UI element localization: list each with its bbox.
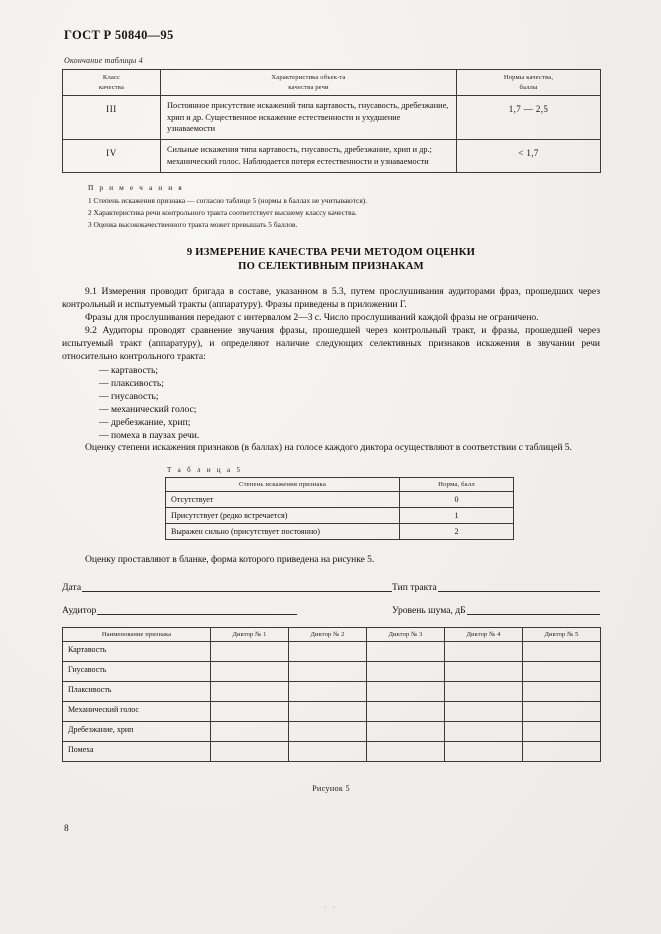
table4-header-class-line1: Класс [102,74,121,81]
table6-cell-score[interactable] [289,662,367,682]
table6-cell-feature: Гнусавость [63,662,211,682]
table-row [166,524,514,540]
table6-cell-score[interactable] [367,662,445,682]
table6-cell-score[interactable] [211,662,289,682]
table6-cell-score[interactable] [523,742,601,762]
table6-cell-score[interactable] [523,662,601,682]
table6-cell-feature: Дребезжание, хрип [63,722,211,742]
table4-cell-norm: < 1,7 [457,140,601,173]
form-row-2 [62,604,600,616]
table4-cell-norm: 1,7 — 2,5 [457,96,601,140]
paragraph-9-1: 9.1 Измерения проводит бригада в составе, указанном в 5.3, путем прослушивания аудиторами фраз, прошедших через контрольный и испытуемый тракты (аппаратуру). Фразы приведены в приложении Г. [62,286,600,311]
table-row [166,492,514,508]
auditor-input[interactable] [97,604,297,615]
table4-continuation-label: Окончание таблицы 4 [64,56,143,65]
table6-cell-feature: Плаксивость [63,682,211,702]
table-row [63,722,601,742]
table6-cell-score[interactable] [445,642,523,662]
table6-cell-feature: Помеха [63,742,211,762]
table4-header-characteristic-line1: Характеристика объек-та [271,74,346,81]
table5-header-score: Норма, балл [400,478,514,492]
table4-header-norm [457,70,601,96]
table6-cell-score[interactable] [445,682,523,702]
table5-cell-score: 0 [400,492,514,508]
table6-cell-score[interactable] [523,642,601,662]
table6-cell-score[interactable] [289,742,367,762]
table4-cell-class: IV [63,140,161,173]
evaluation-form-header [62,581,600,616]
date-label: Дата [62,582,82,594]
table5-cell-degree: Отсутствует [166,492,400,508]
note-item: 3 Оценка высококачественного тракта может превышать 5 баллов. [88,220,298,230]
table-distortion-degree [165,477,514,540]
table5-header-row [166,478,514,492]
table6-cell-score[interactable] [445,702,523,722]
table4-cell-description: Постоянное присутствие искажений типа картавость, гнусавость, дребезжание, хрип и др. Существенное искажение естественности и ухудшение узнаваемости [161,96,457,140]
table5-cell-score: 1 [400,508,514,524]
list-item: — гнусавость; [99,390,159,402]
paragraph-form: Оценку проставляют в бланке, форма которого приведена на рисунке 5. [85,554,375,566]
table-speaker-scores [62,627,601,762]
table5-label: Т а б л и ц а 5 [167,466,243,475]
table-row [63,662,601,682]
date-field-group [62,581,392,593]
notes-block [88,182,600,231]
noise-level-label: Уровень шума, дБ [392,605,466,617]
table6-cell-feature: Картавость [63,642,211,662]
table6-header-speaker-2: Диктор № 2 [289,628,367,642]
table-row [166,508,514,524]
table6-header-feature: Наименование признака [63,628,211,642]
list-item: — картавость; [99,364,158,376]
page-number: 8 [64,824,69,834]
footer-marks: · · [323,903,338,912]
table6-cell-score[interactable] [523,682,601,702]
table4-header-characteristic-line2: качества речи [288,83,329,91]
table4-cell-description: Сильные искажения типа картавость, гнусавость, дребезжание, хрип и др.; механический голос. Наблюдается потеря естественности и узнаваемости [161,140,457,173]
list-item: — дребезжание, хрип; [99,417,191,429]
table6-cell-score[interactable] [289,682,367,702]
section-heading-line2: ПО СЕЛЕКТИВНЫМ ПРИЗНАКАМ [238,261,424,273]
note-item: 2 Характеристика речи контрольного тракта соответствует высшему классу качества. [88,208,357,218]
noise-level-input[interactable] [467,604,600,615]
auditor-label: Аудитор [62,605,97,617]
path-type-label: Тип тракта [392,582,437,594]
table6-block [62,627,600,762]
table5-cell-score: 2 [400,524,514,540]
table6-header-speaker-3: Диктор № 3 [367,628,445,642]
notes-title: П р и м е ч а н и я [88,183,184,193]
auditor-field-group [62,604,392,616]
table6-cell-score[interactable] [367,682,445,702]
table5-cell-degree: Выражен сильно (присутствует постоянно) [166,524,400,540]
table4-header-characteristic [161,70,457,96]
table6-header-speaker-5: Диктор № 5 [523,628,601,642]
table4-header-class [63,70,161,96]
table4-cell-class: III [63,96,161,140]
note-item: 1 Степень искажения признака — согласно таблице 5 (нормы в баллах не учитываются). [88,196,368,206]
table6-cell-score[interactable] [367,702,445,722]
table6-cell-score[interactable] [211,702,289,722]
table-row [63,140,601,173]
table6-cell-score[interactable] [445,742,523,762]
table5-cell-degree: Присутствует (редко встречается) [166,508,400,524]
paragraph-degree: Оценку степени искажения признаков (в баллах) на голосе каждого диктора осуществляют в соответствии с таблицей 5. [85,442,572,454]
table4-header-class-line2: качества [98,83,125,91]
list-item: — помеха в паузах речи. [99,430,200,442]
table6-header-speaker-4: Диктор № 4 [445,628,523,642]
standard-number: ГОСТ Р 50840—95 [64,28,174,42]
table-quality-classes [62,69,601,173]
table4-header-norm-line1: Нормы качества, [503,74,554,81]
table6-cell-score[interactable] [445,722,523,742]
table6-cell-score[interactable] [289,702,367,722]
table-row [63,642,601,662]
table6-cell-score[interactable] [211,742,289,762]
table4-header-row [63,70,601,96]
selective-features-list [62,364,600,443]
table6-cell-score[interactable] [289,642,367,662]
table-row [63,682,601,702]
form-row-1 [62,581,600,593]
table6-cell-score[interactable] [445,662,523,682]
page-content [62,28,600,793]
table4-header-norm-line2: баллы [519,83,538,91]
table6-cell-score[interactable] [211,682,289,702]
table-row [63,96,601,140]
table-row [63,742,601,762]
table6-cell-score[interactable] [367,642,445,662]
table6-cell-score[interactable] [367,742,445,762]
figure-caption: Рисунок 5 [312,784,350,794]
section-heading-line1: 9 ИЗМЕРЕНИЕ КАЧЕСТВА РЕЧИ МЕТОДОМ ОЦЕНКИ [186,247,476,259]
list-item: — плаксивость; [99,377,164,389]
table-row [63,702,601,722]
list-item: — механический голос; [99,403,197,415]
noise-level-field-group [392,604,600,616]
table5-header-degree: Степень искажения признака [166,478,400,492]
table6-cell-feature: Механический голос [63,702,211,722]
path-type-input[interactable] [438,581,600,592]
table6-cell-score[interactable] [289,722,367,742]
table6-cell-score[interactable] [523,722,601,742]
table6-header-row [63,628,601,642]
path-type-field-group [392,581,600,593]
table6-cell-score[interactable] [523,702,601,722]
table5-block [165,466,513,540]
section-heading [74,246,588,274]
table6-header-speaker-1: Диктор № 1 [211,628,289,642]
table6-cell-score[interactable] [367,722,445,742]
paragraph-interval: Фразы для прослушивания передают с интервалом 2—3 с. Число прослушиваний каждой фразы не ограничено. [85,311,539,323]
table6-cell-score[interactable] [211,722,289,742]
date-input[interactable] [82,581,392,592]
table6-cell-score[interactable] [211,642,289,662]
paragraph-9-2: 9.2 Аудиторы проводят сравнение звучания фразы, прошедшей через контрольный тракт, и фразы, прошедшей через испытуемый тракт (аппаратуру), и определяют наличие следующих селективных признаков искажения в звучании речи относительно контрольного тракта: [62,324,600,362]
